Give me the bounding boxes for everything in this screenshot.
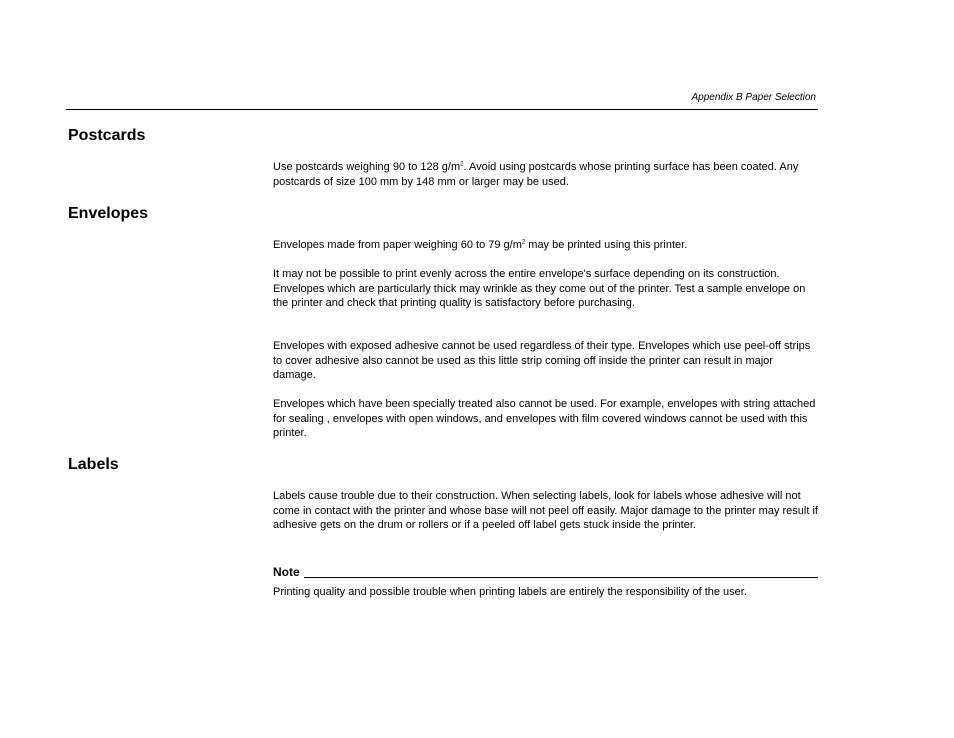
section-title-postcards: Postcards [68, 127, 146, 144]
header-rule [66, 109, 818, 110]
note-rule [304, 577, 818, 578]
superscript: 2 [460, 161, 464, 168]
postcards-p1-text-a: Use postcards weighing 90 to 128 g/m [273, 161, 461, 173]
running-header: Appendix B Paper Selection [691, 92, 816, 103]
envelopes-paragraph-3: Envelopes with exposed adhesive cannot be used regardless of their type. Envelopes which use peel-off strips to cover adhesive also cannot be used as this little strip coming off inside the printer can result in major damage. [273, 340, 811, 382]
superscript: 2 [521, 239, 526, 246]
postcards-paragraph-1 [273, 160, 818, 189]
labels-paragraph-1: Labels cause trouble due to their construction. When selecting labels, look for labels whose adhesive will not come in contact with the printer and whose base will not peel off easily. Major damage to the printer may result if adhesive gets on the drum or rollers or if a peeled off label gets stuck inside the printer. [273, 490, 818, 532]
note-label: Note [273, 565, 300, 579]
section-title-envelopes: Envelopes [68, 205, 149, 222]
section-title-labels: Labels [68, 456, 119, 473]
envelopes-paragraph-1 [273, 238, 818, 253]
envelopes-p1-text-a: Envelopes made from paper weighing 60 to 79 g/m [273, 239, 522, 251]
postcards-p1-text-b: . Avoid using postcards whose printing surface has been coated. Any postcards of size 100 mm by 148 mm or larger may be used. [273, 161, 799, 188]
envelopes-paragraph-4: Envelopes which have been specially treated also cannot be used. For example, envelopes with string attached for sealing , envelopes with open windows, and envelopes with film covered windows cannot be used with this printer. [273, 398, 816, 440]
note-heading [273, 563, 818, 579]
envelopes-p1-text-b: may be printed using this printer. [525, 239, 688, 251]
envelopes-paragraph-2: It may not be possible to print evenly across the entire envelope's surface depending on its construction. Envelopes which are particularly thick may wrinkle as they come out of the printer. Test a sample envelope on the printer and check that printing quality is satisfactory before purchasing. [273, 268, 806, 310]
note-text: Printing quality and possible trouble when printing labels are entirely the responsibility of the user. [273, 586, 747, 598]
